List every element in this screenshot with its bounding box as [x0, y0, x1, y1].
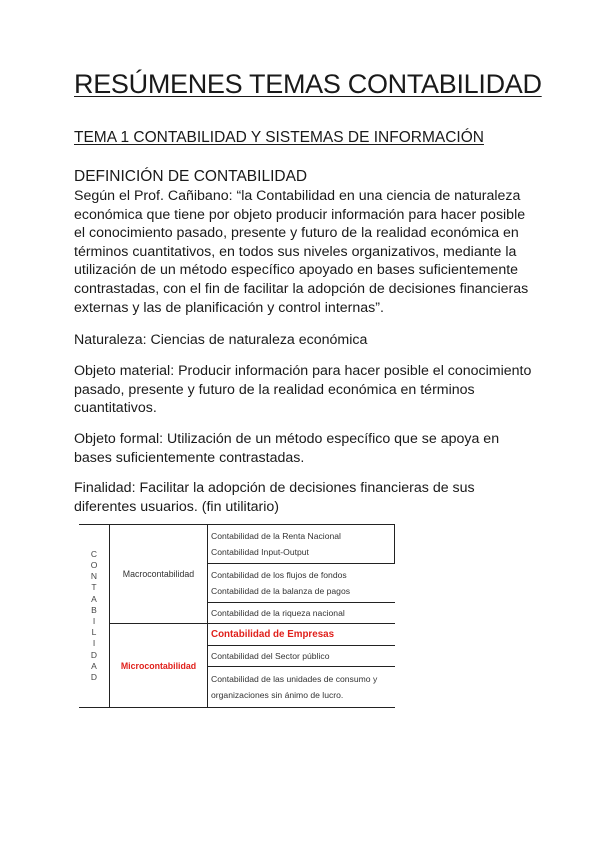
vertical-letter: N [90, 571, 98, 582]
vertical-letter: D [90, 672, 98, 683]
objeto-formal-paragraph: Objeto formal: Utilización de un método específico que se apoya en bases suficientemente contrastadas. [74, 431, 500, 466]
table-cell [208, 646, 395, 667]
table-cell [208, 564, 395, 603]
vertical-letter: I [92, 616, 96, 626]
vertical-letter: T [91, 582, 97, 593]
section-title: DEFINICIÓN DE CONTABILIDAD [74, 168, 308, 185]
vertical-letter: I [92, 638, 96, 649]
table-cell [208, 667, 395, 708]
vertical-letter: B [91, 604, 97, 615]
microcontabilidad-cell [110, 624, 208, 708]
table-cell [208, 624, 395, 646]
table-item: Contabilidad de los flujos de fondos [211, 570, 347, 580]
table-item: Contabilidad del Sector público [211, 651, 330, 661]
table-cell [208, 525, 395, 564]
table-row [79, 624, 395, 646]
vertical-letter: O [90, 559, 98, 570]
table-item: Contabilidad de las unidades de consumo y [211, 674, 378, 684]
table-item: Contabilidad de la Renta Nacional [211, 531, 341, 541]
vertical-letter: D [90, 649, 98, 660]
table-item: Contabilidad de la riqueza nacional [211, 608, 345, 618]
vertical-label-cell [79, 525, 110, 708]
table-item: Contabilidad Input-Output [211, 547, 309, 557]
table-item-highlighted: Contabilidad de Empresas [211, 628, 335, 640]
contabilidad-classification-table [79, 524, 395, 708]
vertical-letter: L [91, 627, 97, 638]
naturaleza-paragraph: Naturaleza: Ciencias de naturaleza económica [74, 332, 368, 348]
objeto-material-paragraph: Objeto material: Producir información para hacer posible el conocimiento pasado, presente y futuro de la realidad económica en términos cuantitativos. [74, 363, 532, 417]
tema-title: TEMA 1 CONTABILIDAD Y SISTEMAS DE INFORMACIÓN [74, 129, 484, 146]
document-title: RESÚMENES TEMAS CONTABILIDAD [74, 69, 542, 99]
table-item: Contabilidad de la balanza de pagos [211, 586, 351, 596]
table-row [79, 525, 395, 564]
microcontabilidad-label: Microcontabilidad [120, 660, 197, 671]
table-item: organizaciones sin ánimo de lucro. [211, 690, 344, 700]
vertical-label [79, 549, 109, 683]
macrocontabilidad-cell [110, 525, 208, 624]
finalidad-paragraph: Finalidad: Facilitar la adopción de decisiones financieras de sus diferentes usuarios. (fin utilitario) [74, 480, 475, 515]
vertical-letter: A [91, 660, 97, 671]
vertical-letter: A [91, 593, 97, 604]
macrocontabilidad-label: Macrocontabilidad [122, 569, 195, 579]
definition-paragraph: Según el Prof. Cañibano: “la Contabilidad en una ciencia de naturaleza económica que tiene por objeto producir información para hacer posible el conocimiento pasado, presente y futuro de la realidad económica en términos cuantitativos, en todos sus niveles organizativos, mediante la utilización de un método específico apoyado en bases suficientemente contrastadas, con el fin de facilitar la adopción de decisiones financieras externas y las de planificación y control internas”. [74, 188, 529, 316]
vertical-letter: C [90, 548, 98, 559]
table-cell [208, 603, 395, 624]
